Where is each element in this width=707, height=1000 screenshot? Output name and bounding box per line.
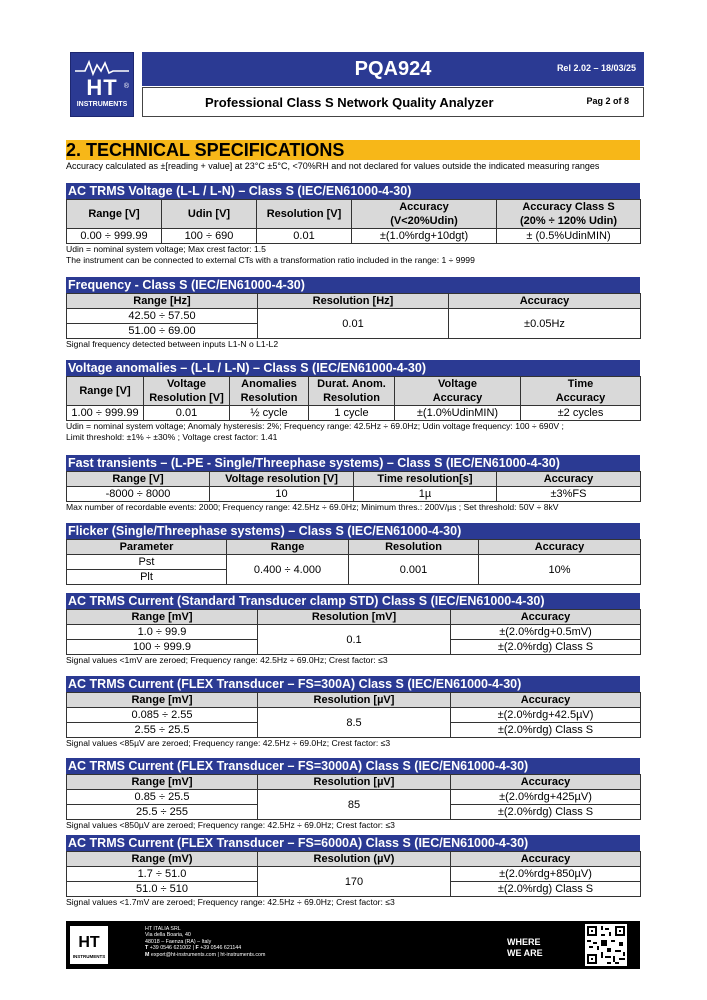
product-subtitle: Professional Class S Network Quality Analyzer — [205, 95, 494, 110]
table-row — [67, 309, 641, 324]
block-title: Frequency - Class S (IEC/EN61000-4-30) — [66, 277, 640, 293]
table-cell: 170 — [258, 867, 451, 897]
header-cell: Range — [227, 540, 349, 555]
table-note: Udin = nominal system voltage; Anomaly hysteresis: 2%; Frequency range: 42.5Hz ÷ 69.0Hz; Udin voltage frequency: 100 ÷ 690V ; — [66, 421, 564, 431]
table-row — [67, 867, 641, 882]
header-cell: Range [mV] — [67, 775, 258, 790]
qr-code-icon — [585, 924, 627, 966]
current-flex3000-block — [66, 758, 640, 831]
header-cell: Range (mV) — [67, 852, 258, 867]
header-cell: Range [mV] — [67, 610, 258, 625]
table-cell: ±0.05Hz — [449, 309, 641, 339]
table-note: The instrument can be connected to external CTs with a transformation ratio included in the range: 1 ÷ 9999 — [66, 255, 475, 265]
table-cell: 0.400 ÷ 4.000 — [227, 555, 349, 585]
company-street: Via della Boaria, 40 — [145, 932, 191, 939]
header-cell: Accuracy — [451, 693, 641, 708]
table-cell: ±(2.0%rdg) Class S — [451, 723, 641, 738]
header-cell: Range [mV] — [67, 693, 258, 708]
logo-subtext: INSTRUMENTS — [76, 101, 128, 108]
spec-table — [66, 692, 641, 738]
block-title: AC TRMS Current (Standard Transducer clamp STD) Class S (IEC/EN61000-4-30) — [66, 593, 640, 609]
logo-registered: ® — [123, 83, 129, 90]
spec-table — [66, 851, 641, 897]
where-we-are-label: WHERE WE ARE — [507, 937, 543, 958]
header-cell: Voltage resolution [V] — [210, 472, 354, 487]
page-header — [70, 52, 644, 117]
company-city: 48018 – Faenza (RA) – Italy — [145, 938, 212, 945]
spec-table — [66, 199, 641, 244]
table-cell: 1 cycle — [309, 406, 395, 421]
section-title: 2. TECHNICAL SPECIFICATIONS — [66, 140, 640, 160]
current-flex6000-block — [66, 835, 640, 908]
table-header-row — [67, 693, 641, 708]
spec-table — [66, 293, 641, 339]
table-header-row — [67, 775, 641, 790]
table-header-row — [67, 294, 641, 309]
table-row — [67, 708, 641, 723]
table-note: Signal values <850µV are zeroed; Frequency range: 42.5Hz ÷ 69.0Hz; Crest factor: ≤3 — [66, 820, 395, 830]
header-cell: Voltage Resolution [V] — [144, 377, 230, 406]
table-cell: 51.0 ÷ 510 — [67, 882, 258, 897]
company-address — [145, 926, 265, 958]
company-mail: M export@ht-instruments.com | ht-instruments.com — [145, 951, 266, 958]
header-cell: Resolution [µV] — [258, 693, 451, 708]
table-cell: 1.0 ÷ 99.9 — [67, 625, 258, 640]
header-cell: Accuracy — [451, 775, 641, 790]
voltage-block — [66, 183, 640, 266]
table-row — [67, 625, 641, 640]
footer-logo — [70, 926, 108, 964]
logo-text: HT — [86, 75, 118, 100]
table-cell: ±(2.0%rdg+425µV) — [451, 790, 641, 805]
table-note: Signal values <1.7mV are zeroed; Frequency range: 42.5Hz ÷ 69.0Hz; Crest factor: ≤3 — [66, 897, 395, 907]
spec-table — [66, 471, 641, 502]
current-flex300-block — [66, 676, 640, 749]
table-cell: 0.85 ÷ 25.5 — [67, 790, 258, 805]
header-cell: Range [V] — [67, 377, 144, 406]
footer-logo-text: HT — [78, 934, 100, 951]
table-cell: 25.5 ÷ 255 — [67, 805, 258, 820]
table-row — [67, 487, 641, 502]
table-cell: 0.01 — [144, 406, 230, 421]
table-note: Limit threshold: ±1% ÷ ±30% ; Voltage crest factor: 1.41 — [66, 432, 278, 442]
table-header-row — [67, 200, 641, 229]
table-header-row — [67, 377, 641, 406]
table-note: Signal values <1mV are zeroed; Frequency range: 42.5Hz ÷ 69.0Hz; Crest factor: ≤3 — [66, 655, 388, 665]
table-cell: 1.7 ÷ 51.0 — [67, 867, 258, 882]
ht-logo — [70, 52, 134, 117]
table-cell: 0.01 — [257, 229, 352, 244]
table-cell: ±(2.0%rdg) Class S — [451, 805, 641, 820]
table-cell: 42.50 ÷ 57.50 — [67, 309, 258, 324]
model-name: PQA924 — [354, 58, 432, 80]
table-note: Max number of recordable events: 2000; Frequency range: 42.5Hz ÷ 69.0Hz; Minimum thres.: 200V/µs ; Set threshold: 50V ÷ 8kV — [66, 502, 559, 512]
table-header-row — [67, 852, 641, 867]
intro-text: Accuracy calculated as ±[reading + value] at 23°C ±5°C, <70%RH and not declared for values outside the indicated measuring ranges — [66, 161, 600, 171]
table-cell: 0.00 ÷ 999.99 — [67, 229, 162, 244]
header-cell: Parameter — [67, 540, 227, 555]
header-cell: Resolution [mV] — [258, 610, 451, 625]
table-row — [67, 555, 641, 570]
header-cell: Resolution (µV) — [258, 852, 451, 867]
table-cell: 1.00 ÷ 999.99 — [67, 406, 144, 421]
table-cell: 0.1 — [258, 625, 451, 655]
header-bar — [142, 52, 644, 86]
qr-code[interactable] — [585, 924, 627, 966]
table-cell: ±(2.0%rdg+850µV) — [451, 867, 641, 882]
flicker-block — [66, 523, 640, 585]
header-cell: Accuracy Class S (20% ÷ 120% Udin) — [497, 200, 641, 229]
header-cell: Accuracy — [451, 852, 641, 867]
table-cell: -8000 ÷ 8000 — [67, 487, 210, 502]
header-cell: Accuracy — [449, 294, 641, 309]
header-cell: Time resolution[s] — [354, 472, 497, 487]
company-name: HT ITALIA SRL — [145, 926, 181, 932]
table-cell: 0.01 — [258, 309, 449, 339]
header-cell: Accuracy — [451, 610, 641, 625]
table-cell: ±(2.0%rdg+0.5mV) — [451, 625, 641, 640]
table-note: Signal values <85µV are zeroed; Frequency range: 42.5Hz ÷ 69.0Hz; Crest factor: ≤3 — [66, 738, 391, 748]
company-phone: T +39 0546 621002 | F +39 0546 621144 — [145, 945, 242, 952]
anomalies-block — [66, 360, 640, 443]
table-note: Signal frequency detected between inputs L1-N o L1-L2 — [66, 339, 279, 349]
header-cell: Anomalies Resolution — [230, 377, 309, 406]
table-cell: 10 — [210, 487, 354, 502]
table-cell: 100 ÷ 999.9 — [67, 640, 258, 655]
table-cell: 10% — [479, 555, 641, 585]
table-cell: ±(1.0%rdg+10dgt) — [352, 229, 497, 244]
block-title: Flicker (Single/Threephase systems) – Class S (IEC/EN61000-4-30) — [66, 523, 640, 539]
table-cell: Pst — [67, 555, 227, 570]
table-header-row — [67, 540, 641, 555]
page-footer — [66, 921, 640, 969]
frequency-block — [66, 277, 640, 350]
table-cell: 0.001 — [349, 555, 479, 585]
block-title: Fast transients – (L-PE - Single/Threephase systems) – Class S (IEC/EN61000-4-30) — [66, 455, 640, 471]
block-title: Voltage anomalies – (L-L / L-N) – Class S (IEC/EN61000-4-30) — [66, 360, 640, 376]
header-cell: Accuracy (V<20%Udin) — [352, 200, 497, 229]
footer-logo-subtext: INSTRUMENTS — [72, 954, 106, 959]
table-cell: 100 ÷ 690 — [162, 229, 257, 244]
table-cell: ½ cycle — [230, 406, 309, 421]
header-cell: Resolution — [349, 540, 479, 555]
spec-table — [66, 774, 641, 820]
table-cell: 8.5 — [258, 708, 451, 738]
current-std-block — [66, 593, 640, 666]
table-header-row — [67, 610, 641, 625]
header-cell: Range [V] — [67, 200, 162, 229]
header-cell: Time Accuracy — [521, 377, 641, 406]
block-title: AC TRMS Voltage (L-L / L-N) – Class S (IEC/EN61000-4-30) — [66, 183, 640, 199]
table-cell: ± (0.5%UdinMIN) — [497, 229, 641, 244]
table-cell: 85 — [258, 790, 451, 820]
header-cell: Resolution [µV] — [258, 775, 451, 790]
table-cell: 0.085 ÷ 2.55 — [67, 708, 258, 723]
block-title: AC TRMS Current (FLEX Transducer – FS=3000A) Class S (IEC/EN61000-4-30) — [66, 758, 640, 774]
header-cell: Resolution [Hz] — [258, 294, 449, 309]
table-note: Udin = nominal system voltage; Max crest factor: 1.5 — [66, 244, 266, 254]
table-cell: Plt — [67, 570, 227, 585]
table-cell: ±(2.0%rdg) Class S — [451, 882, 641, 897]
header-cell: Range [Hz] — [67, 294, 258, 309]
spec-table — [66, 376, 641, 421]
release-info: Rel 2.02 – 18/03/25 — [556, 63, 636, 73]
block-title: AC TRMS Current (FLEX Transducer – FS=300A) Class S (IEC/EN61000-4-30) — [66, 676, 640, 692]
table-cell: ±(2.0%rdg+42.5µV) — [451, 708, 641, 723]
table-cell: 2.55 ÷ 25.5 — [67, 723, 258, 738]
header-subbar — [142, 87, 644, 117]
header-cell: Accuracy — [497, 472, 641, 487]
table-cell: ±3%FS — [497, 487, 641, 502]
table-header-row — [67, 472, 641, 487]
header-cell: Accuracy — [479, 540, 641, 555]
header-cell: Range [V] — [67, 472, 210, 487]
table-row — [67, 229, 641, 244]
table-cell: 51.00 ÷ 69.00 — [67, 324, 258, 339]
spec-table — [66, 609, 641, 655]
spec-table — [66, 539, 641, 585]
header-cell: Durat. Anom. Resolution — [309, 377, 395, 406]
table-row — [67, 790, 641, 805]
header-cell: Voltage Accuracy — [395, 377, 521, 406]
transients-block — [66, 455, 640, 513]
table-cell: ±2 cycles — [521, 406, 641, 421]
table-cell: ±(2.0%rdg) Class S — [451, 640, 641, 655]
table-cell: ±(1.0%UdinMIN) — [395, 406, 521, 421]
table-row — [67, 406, 641, 421]
header-cell: Resolution [V] — [257, 200, 352, 229]
header-cell: Udin [V] — [162, 200, 257, 229]
page-number: Pag 2 of 8 — [586, 96, 629, 106]
table-cell: 1µ — [354, 487, 497, 502]
block-title: AC TRMS Current (FLEX Transducer – FS=6000A) Class S (IEC/EN61000-4-30) — [66, 835, 640, 851]
